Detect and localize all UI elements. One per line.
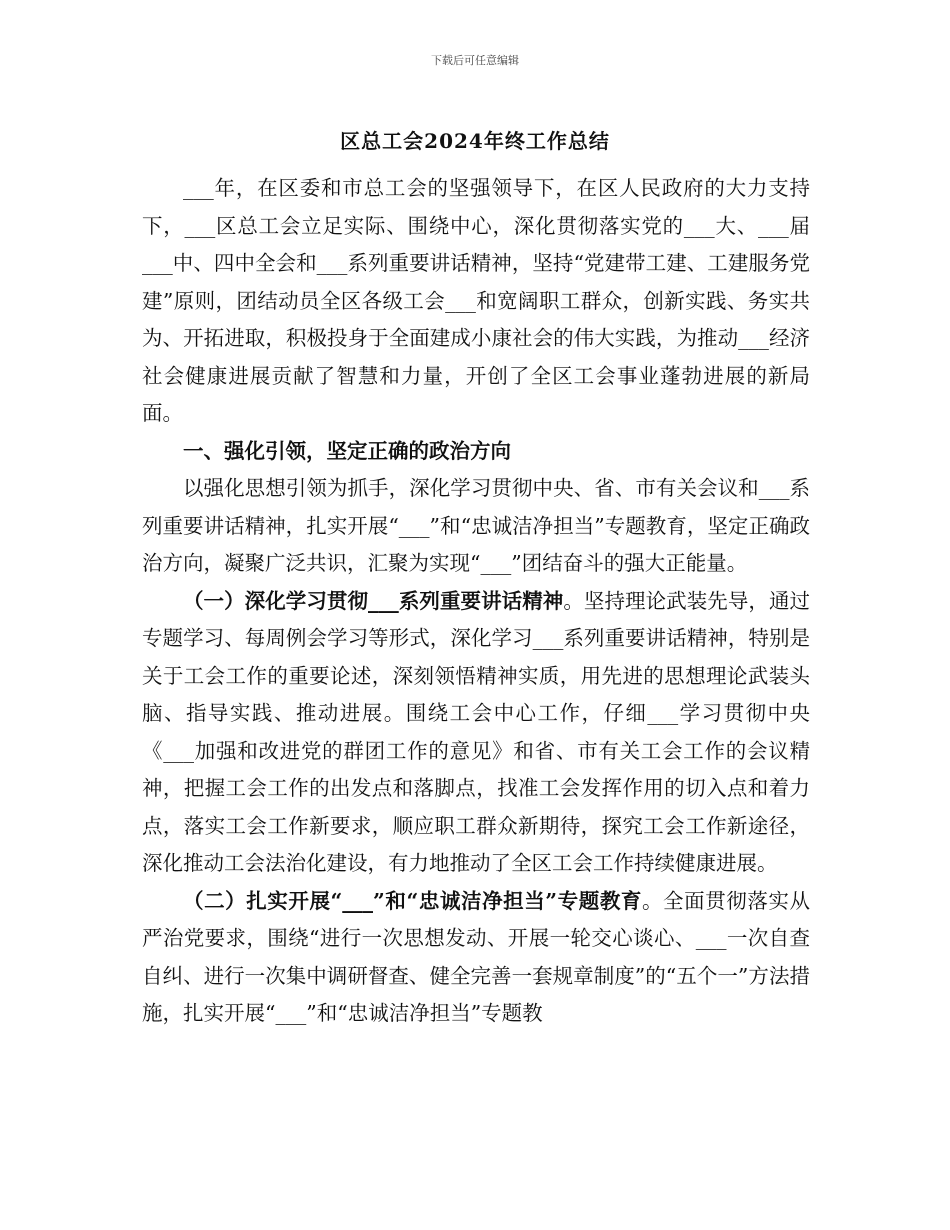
paragraph-subsection-1: [142, 583, 810, 883]
subsection-1-body: 。坚持理论武装先导，通过专题学习、每周例会学习等形式，深化学习___系列重要讲话精神，特别是关于工会工作的重要论述，深刻领悟精神实质，用先进的思想理论武装头脑、指导实践、推动进展。围绕工会中心工作，仔细___学习贯彻中央《___加强和改进党的群团工作的意见》和省、市有关工会工作的会议精神，把握工会工作的出发点和落脚点，找准工会发挥作用的切入点和着力点，落实工会工作新要求，顺应职工群众新期待，探究工会工作新途径，深化推动工会法治化建设，有力地推动了全区工会工作持续健康进展。: [142, 588, 811, 875]
paragraph-section-1-intro: 以强化思想引领为抓手，深化学习贯彻中央、省、市有关会议和___系列重要讲话精神，扎实开展“___”和“忠诚洁净担当”专题教育，坚定正确政治方向，凝聚广泛共识，汇聚为实现“___”团结奋斗的强大正能量。: [142, 476, 810, 575]
header-note: 下载后可任意编辑: [431, 54, 519, 67]
subsection-2-body: 。全面贯彻落实从严治党要求，围绕“进行一次思想发动、开展一轮交心谈心、___一次自查自纠、进行一次集中调研督查、健全完善一套规章制度”的“五个一”方法措施，扎实开展“___”和“忠诚洁净担当”专题教: [142, 888, 811, 1025]
paragraph-subsection-2: [142, 883, 810, 1033]
document-title: 区总工会2024年终工作总结: [340, 129, 610, 153]
paragraph-intro: ___年，在区委和市总工会的坚强领导下，在区人民政府的大力支持下，___区总工会立足实际、围绕中心，深化贯彻落实党的___大、___届___中、四中全会和___系列重要讲话精神，坚持“党建带工建、工建服务党建”原则，团结动员全区各级工会___和宽阔职工群众，创新实践、务实共为、开拓进取，积极投身于全面建成小康社会的伟大实践，为推动___经济社会健康进展贡献了智慧和力量，开创了全区工会事业蓬勃进展的新局面。: [142, 176, 810, 425]
document-body: [142, 170, 810, 1033]
subsection-2-heading: （二）扎实开展“___”和“忠诚洁净担当”专题教育: [183, 888, 642, 913]
subsection-1-heading: （一）深化学习贯彻___系列重要讲话精神: [183, 588, 564, 613]
section-heading-1: 一、强化引领，坚定正确的政治方向: [183, 438, 511, 463]
